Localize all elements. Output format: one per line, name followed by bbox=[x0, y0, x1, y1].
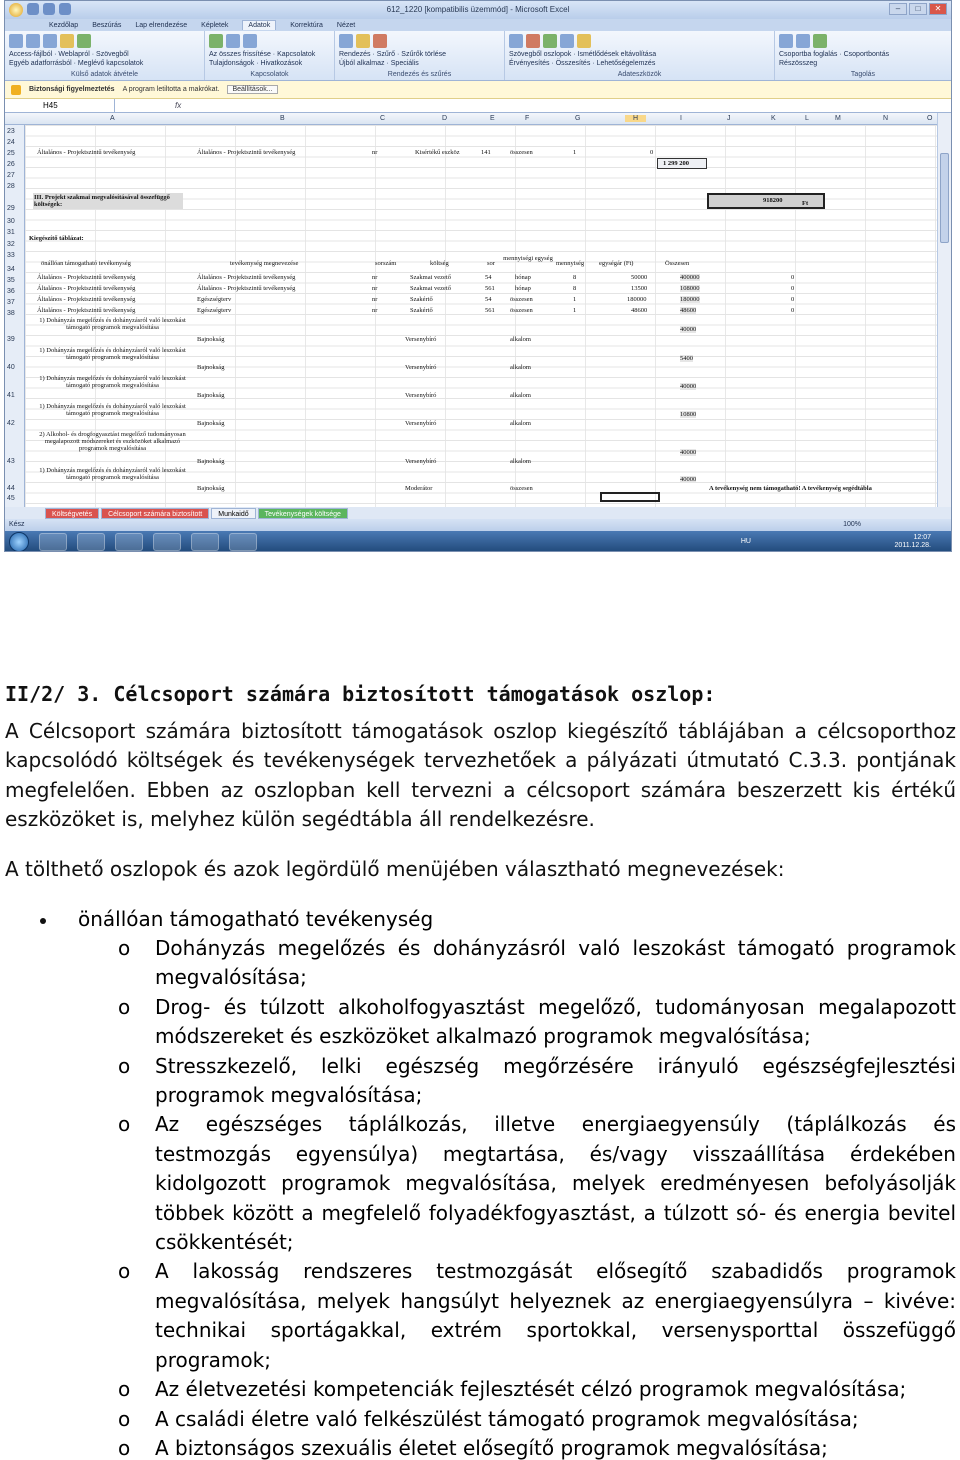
security-warning-title: Biztonsági figyelmeztetés bbox=[29, 86, 115, 93]
cell[interactable]: 40000 bbox=[680, 449, 697, 456]
row-header[interactable]: 42 bbox=[7, 420, 15, 427]
cell[interactable]: összesen bbox=[510, 296, 533, 303]
cell[interactable]: 0 bbox=[791, 307, 795, 314]
cell[interactable]: Kisértékű eszköz bbox=[415, 149, 460, 156]
cell[interactable]: Bajnokság bbox=[197, 458, 225, 465]
start-button-icon[interactable] bbox=[9, 532, 29, 552]
row-header[interactable]: 29 bbox=[7, 205, 15, 212]
sheet-tabs bbox=[5, 507, 951, 519]
row-header[interactable]: 45 bbox=[7, 495, 15, 502]
cell[interactable]: 180000 bbox=[680, 296, 700, 303]
filter-icon[interactable] bbox=[356, 34, 370, 48]
cell[interactable]: Általános - Projektszintű tevékenység bbox=[197, 285, 296, 292]
cell[interactable]: 0 bbox=[791, 274, 795, 281]
cell[interactable]: 180000 bbox=[627, 296, 647, 303]
list-item-text: Dohányzás megelőzés és dohányzásról való leszokást támogató programok megvalósítása; bbox=[155, 936, 956, 990]
cell[interactable]: 1 299 200 bbox=[663, 160, 689, 167]
ribbon-group-data-tools: Szövegből oszlopok · Ismétlődések eltávolítása Érvényesítés · Összesítés · Lehetőségelemzés Adateszközök bbox=[505, 31, 775, 80]
clock-date: 2011.12.28. bbox=[894, 542, 931, 549]
other-sources-icon[interactable] bbox=[60, 34, 74, 48]
cell[interactable]: Általános - Projektszintű tevékenység bbox=[37, 149, 136, 156]
row-header[interactable]: 44 bbox=[7, 485, 15, 492]
validation-icon[interactable] bbox=[543, 34, 557, 48]
cell[interactable]: Szakmai vezető bbox=[410, 285, 451, 292]
cell[interactable]: 1) Dohányzás megelőzés és dohányzásról való leszokást támogató programok megvalósítása bbox=[39, 375, 186, 389]
column-header[interactable]: D bbox=[442, 115, 448, 122]
cell[interactable]: Bajnokság bbox=[197, 336, 225, 343]
cell[interactable]: Versenybíró bbox=[405, 420, 437, 427]
status-text: Kész bbox=[9, 521, 25, 528]
folder-taskbar-icon[interactable] bbox=[115, 533, 143, 551]
ribbon-group-label: Kapcsolatok bbox=[250, 71, 289, 78]
cell[interactable]: 1) Dohányzás megelőzés és dohányzásról való leszokást támogató programok megvalósítása bbox=[39, 347, 186, 361]
language-indicator[interactable]: HU bbox=[740, 538, 751, 545]
table-header[interactable]: Összesen bbox=[665, 260, 690, 267]
list-item bbox=[0, 993, 956, 1052]
row-header[interactable]: 33 bbox=[7, 252, 15, 259]
list-marker: o bbox=[118, 1406, 131, 1431]
cell[interactable]: Kiegészítő táblázat: bbox=[29, 235, 84, 242]
vertical-scrollbar[interactable] bbox=[937, 113, 951, 507]
cell[interactable]: 400000 bbox=[680, 274, 700, 281]
selected-cell[interactable] bbox=[600, 492, 660, 502]
ribbon-group-label: Adateszközök bbox=[617, 71, 662, 78]
row-header[interactable]: 41 bbox=[7, 392, 15, 399]
ribbon-item[interactable]: Újból alkalmaz bbox=[339, 60, 385, 67]
security-warning-bar bbox=[5, 81, 951, 99]
cell[interactable]: Egészségterv bbox=[197, 296, 232, 303]
ribbon-item[interactable]: Összesítés bbox=[555, 60, 591, 67]
cell[interactable]: Általános - Projektszintű tevékenység bbox=[37, 285, 136, 292]
column-header[interactable]: G bbox=[575, 115, 581, 122]
cell[interactable]: nr bbox=[372, 307, 378, 314]
list-item bbox=[0, 1434, 956, 1460]
ribbon-item[interactable]: Weblapról bbox=[58, 51, 90, 58]
cell[interactable]: 13500 bbox=[631, 285, 648, 292]
ribbon-item[interactable]: Részösszeg bbox=[779, 60, 818, 67]
row-header[interactable]: 34 bbox=[7, 266, 15, 273]
ribbon-item[interactable]: Kapcsolatok bbox=[277, 51, 316, 58]
list-item bbox=[0, 1375, 956, 1404]
list-item-text: Drog- és túlzott alkoholfogyasztást megelőző, tudományosan megalapozott módszereket és eszközöket alkalmazó programok megvalósítása; bbox=[155, 994, 956, 1049]
tab-adatok[interactable]: Adatok bbox=[242, 20, 276, 30]
cell[interactable]: 1 bbox=[573, 149, 577, 156]
ribbon-item[interactable]: Access-fájlból bbox=[9, 51, 53, 58]
formula-bar bbox=[5, 99, 951, 113]
sheet-tab[interactable]: Tevékenységek költsége bbox=[258, 508, 348, 519]
row-header[interactable]: 43 bbox=[7, 458, 15, 465]
cell[interactable]: Általános - Projektszintű tevékenység bbox=[197, 274, 296, 281]
cell[interactable]: Versenybíró bbox=[405, 336, 437, 343]
clock-time: 12:07 bbox=[913, 534, 931, 541]
cell[interactable]: 1) Dohányzás megelőzés és dohányzásról való leszokást támogató programok megvalósítása bbox=[39, 317, 186, 331]
name-box[interactable]: H45 bbox=[5, 99, 115, 112]
tab-lap-elrendezese[interactable]: Lap elrendezése bbox=[135, 21, 188, 29]
cell[interactable]: 10800 bbox=[680, 411, 697, 418]
cell[interactable]: alkalom bbox=[510, 336, 531, 343]
cell[interactable]: 0 bbox=[650, 149, 654, 156]
column-header[interactable]: L bbox=[805, 115, 809, 122]
cell[interactable]: nr bbox=[372, 274, 378, 281]
cell[interactable]: Versenybíró bbox=[405, 392, 437, 399]
table-header[interactable]: költség bbox=[430, 260, 449, 267]
table-header[interactable]: mennyiség bbox=[556, 260, 585, 267]
bullet-text: önállóan támogatható tevékenység bbox=[78, 907, 434, 931]
cell[interactable]: alkalom bbox=[510, 458, 531, 465]
row-header[interactable]: 39 bbox=[7, 336, 15, 343]
ribbon-item[interactable]: Meglévő kapcsolatok bbox=[77, 60, 144, 67]
sheet-tab[interactable]: Költségvetés bbox=[45, 508, 99, 519]
subtotal-icon[interactable] bbox=[813, 34, 827, 48]
connections-icon[interactable] bbox=[226, 34, 240, 48]
cell[interactable]: Egészségterv bbox=[197, 307, 232, 314]
row-header[interactable]: 30 bbox=[7, 218, 15, 225]
excel-taskbar-icon[interactable] bbox=[191, 533, 219, 551]
column-header[interactable]: H bbox=[625, 115, 646, 122]
what-if-icon[interactable] bbox=[577, 34, 591, 48]
cell[interactable]: Általános - Projektszintű tevékenység bbox=[197, 149, 296, 156]
cell[interactable]: Szakértő bbox=[410, 307, 433, 314]
cell[interactable]: 48600 bbox=[631, 307, 648, 314]
cell[interactable]: 1 bbox=[573, 296, 577, 303]
ribbon-item[interactable]: Csoportba foglalás bbox=[779, 51, 838, 58]
cell[interactable]: 48600 bbox=[680, 307, 697, 314]
group-icon[interactable] bbox=[779, 34, 793, 48]
cell[interactable]: Versenybíró bbox=[405, 458, 437, 465]
column-header[interactable]: B bbox=[280, 115, 285, 122]
fx-icon[interactable]: fx bbox=[175, 101, 182, 110]
web-icon[interactable] bbox=[26, 34, 40, 48]
cell[interactable]: 8 bbox=[573, 274, 577, 281]
cell[interactable]: 50000 bbox=[631, 274, 648, 281]
cell[interactable]: 141 bbox=[481, 149, 491, 156]
list-marker: o bbox=[118, 1053, 131, 1078]
options-paragraph: A tölthető oszlopok és azok legördülő menüjében választható megnevezések: bbox=[5, 857, 785, 881]
list-item-text: Az egészséges táplálkozás, illetve energiaegyensúly (táplálkozás és testmozgás egyensúlya) megtartása, és/vagy visszaállítása érdekében kidolgozott programok megvalósítása, melyek eredményesen befolyásolják többek között a megfelelő folyadékfogyasztást, a túlzott só- és energia bevitel csökkentését; bbox=[155, 1112, 956, 1255]
cell[interactable]: 1 bbox=[573, 307, 577, 314]
cell[interactable]: Szakértő bbox=[410, 296, 433, 303]
row-headers bbox=[5, 125, 25, 507]
cell[interactable]: Bajnokság bbox=[197, 364, 225, 371]
ribbon-item[interactable]: Speciális bbox=[390, 60, 419, 67]
cell[interactable]: 1) Dohányzás megelőzés és dohányzásról való leszokást támogató programok megvalósítása bbox=[39, 403, 186, 417]
list-marker: o bbox=[118, 1377, 131, 1402]
cell[interactable]: összesen bbox=[510, 149, 533, 156]
cell[interactable]: 8 bbox=[573, 285, 577, 292]
cell[interactable]: összesen bbox=[510, 485, 533, 492]
cell[interactable]: 0 bbox=[791, 285, 795, 292]
cell[interactable]: 0 bbox=[791, 296, 795, 303]
list-item-text: Az életvezetési kompetenciák fejlesztését célzó programok megvalósítása; bbox=[155, 1377, 907, 1402]
cell[interactable]: 561 bbox=[485, 285, 495, 292]
ribbon-item[interactable]: Érvényesítés bbox=[509, 60, 550, 67]
table-header[interactable]: egységár (Ft) bbox=[599, 260, 634, 267]
tab-beszuras[interactable]: Beszúrás bbox=[92, 21, 122, 29]
spreadsheet-grid[interactable] bbox=[25, 125, 939, 507]
ribbon-group-external-data: Access-fájlból · Weblapról · Szövegből Egyéb adatforrásból · Meglévő kapcsolatok Külső adatok átvétele bbox=[5, 31, 205, 80]
sheet-tab[interactable]: Célcsoport számára biztosított bbox=[101, 508, 209, 519]
cell[interactable]: 40000 bbox=[680, 476, 697, 483]
table-header[interactable]: sorszám bbox=[375, 260, 397, 267]
close-icon[interactable]: ✕ bbox=[929, 3, 947, 15]
row-header[interactable]: 24 bbox=[7, 139, 15, 146]
row-header[interactable]: 23 bbox=[7, 128, 15, 135]
cell[interactable]: Általános - Projektszintű tevékenység bbox=[37, 296, 136, 303]
cell[interactable]: 5400 bbox=[680, 355, 693, 362]
list-marker: o bbox=[118, 936, 131, 960]
row-header[interactable]: 36 bbox=[7, 288, 15, 295]
cell[interactable]: alkalom bbox=[510, 364, 531, 371]
column-header[interactable]: M bbox=[835, 115, 841, 122]
cell[interactable]: hónap bbox=[515, 285, 531, 292]
cell[interactable]: 40000 bbox=[680, 326, 697, 333]
ie-taskbar-icon[interactable] bbox=[77, 533, 105, 551]
ribbon-item[interactable]: Rendezés bbox=[339, 51, 371, 58]
section-heading: II/2/ 3. Célcsoport számára biztosított támogatások oszlop: bbox=[5, 682, 716, 706]
cell[interactable]: 2) Alkohol- és drogfogyasztást megelőző tudományosan megalapozott módszereket és eszközöket alkalmazó programok megvalósítása bbox=[39, 431, 186, 452]
ribbon-group-connections: Az összes frissítése · Kapcsolatok Tulajdonságok · Hivatkozások Kapcsolatok bbox=[205, 31, 335, 80]
row-header[interactable]: 35 bbox=[7, 277, 15, 284]
list-item bbox=[0, 1110, 956, 1257]
ribbon-item[interactable]: Hivatkozások bbox=[260, 60, 303, 67]
ribbon-group-label: Külső adatok átvétele bbox=[71, 71, 138, 78]
scroll-thumb[interactable] bbox=[940, 153, 949, 243]
sort-icon[interactable] bbox=[339, 34, 353, 48]
ribbon-group-label: Rendezés és szűrés bbox=[387, 71, 452, 78]
row-header[interactable]: 26 bbox=[7, 161, 15, 168]
cell[interactable]: Bajnokság bbox=[197, 392, 225, 399]
cell[interactable]: 918200 bbox=[763, 197, 783, 204]
windows-taskbar bbox=[5, 531, 951, 552]
cell[interactable]: Szakmai vezető bbox=[410, 274, 451, 281]
column-header[interactable]: C bbox=[380, 115, 386, 122]
column-header[interactable]: J bbox=[727, 115, 731, 122]
cell[interactable]: összesen bbox=[510, 307, 533, 314]
zoom-level[interactable]: 100% bbox=[843, 521, 861, 528]
table-header[interactable]: sor bbox=[487, 260, 495, 267]
column-header[interactable]: F bbox=[525, 115, 530, 122]
cell[interactable]: alkalom bbox=[510, 392, 531, 399]
cell[interactable]: nr bbox=[372, 149, 378, 156]
list-item bbox=[0, 1257, 956, 1375]
column-header[interactable]: K bbox=[771, 115, 776, 122]
list-marker: o bbox=[118, 994, 131, 1019]
excel-title-bar bbox=[5, 1, 951, 19]
list-item-text: A lakosság rendszeres testmozgását elősegítő szabadidős programok megvalósítása, melyek hangsúlyt helyeznek az energiaegyensúlyra – kivéve: technikai sportágakkal, extrém sportokkal, versenysporttal összefüggő programok; bbox=[155, 1259, 956, 1372]
column-header[interactable]: I bbox=[680, 115, 682, 122]
cell[interactable]: Általános - Projektszintű tevékenység bbox=[37, 274, 136, 281]
row-header[interactable]: 40 bbox=[7, 364, 15, 371]
column-headers bbox=[5, 113, 951, 125]
table-header[interactable]: mennyiségi egység bbox=[503, 255, 553, 262]
access-icon[interactable] bbox=[9, 34, 23, 48]
tab-nezet[interactable]: Nézet bbox=[336, 21, 356, 29]
tab-korrektura[interactable]: Korrektúra bbox=[290, 21, 323, 29]
row-header[interactable]: 25 bbox=[7, 150, 15, 157]
warning-icon bbox=[11, 85, 21, 95]
ribbon-item[interactable]: Szűrő bbox=[376, 51, 396, 58]
ribbon-group-outline: Csoportba foglalás · Csoportbontás Részösszeg Tagolás bbox=[775, 31, 951, 80]
row-header[interactable]: 38 bbox=[7, 310, 15, 317]
cell[interactable]: Moderátor bbox=[405, 485, 433, 492]
activity-list bbox=[0, 934, 956, 1460]
list-item-text: A biztonságos szexuális életet elősegítő programok megvalósítása; bbox=[155, 1435, 828, 1460]
ribbon-item[interactable]: Szövegből oszlopok bbox=[509, 51, 572, 58]
ribbon-tabs bbox=[5, 19, 951, 31]
tab-kezdolap[interactable]: Kezdőlap bbox=[49, 21, 79, 29]
word-taskbar-icon[interactable] bbox=[153, 533, 181, 551]
cell[interactable]: alkalom bbox=[510, 420, 531, 427]
column-header[interactable]: O bbox=[927, 115, 933, 122]
ribbon-group-sort-filter: Rendezés · Szűrő · Szűrők törlése Újból alkalmaz · Speciális Rendezés és szűrés bbox=[335, 31, 505, 80]
ribbon-item[interactable]: Tulajdonságok bbox=[209, 60, 255, 67]
row-header[interactable]: 37 bbox=[7, 299, 15, 306]
row-header[interactable]: 31 bbox=[7, 229, 15, 236]
cell[interactable]: 1) Dohányzás megelőzés és dohányzásról való leszokást támogató programok megvalósítása bbox=[39, 467, 186, 481]
explorer-taskbar-icon[interactable] bbox=[39, 533, 67, 551]
ribbon bbox=[5, 31, 951, 81]
cell[interactable]: 561 bbox=[485, 307, 495, 314]
cell[interactable]: Versenybíró bbox=[405, 364, 437, 371]
window-controls bbox=[889, 3, 947, 15]
ribbon-item[interactable]: Egyéb adatforrásból bbox=[9, 60, 72, 67]
existing-connections-icon[interactable] bbox=[77, 34, 91, 48]
remove-duplicates-icon[interactable] bbox=[526, 34, 540, 48]
column-header[interactable]: A bbox=[110, 115, 115, 122]
window-title: 612_1220 [kompatibilis üzemmód] - Microsoft Excel bbox=[386, 5, 570, 14]
ribbon-item[interactable]: Az összes frissítése bbox=[209, 51, 271, 58]
ribbon-item[interactable]: Csoportbontás bbox=[843, 51, 890, 58]
cell[interactable]: nr bbox=[372, 285, 378, 292]
list-marker: o bbox=[118, 1435, 131, 1460]
column-header[interactable]: N bbox=[883, 115, 889, 122]
security-warning-message: A program letiltotta a makrókat. bbox=[122, 86, 220, 93]
list-item-text: Stresszkezelő, lelki egészség megőrzésére irányuló egészségfejlesztési programok megvalósítása; bbox=[155, 1053, 956, 1108]
clear-filter-icon[interactable] bbox=[373, 34, 387, 48]
table-header[interactable]: önállóan támogatható tevékenység bbox=[41, 260, 131, 267]
list-marker: o bbox=[118, 1259, 131, 1284]
cell[interactable]: 108000 bbox=[680, 285, 700, 292]
options-button[interactable]: Beállítások... bbox=[227, 85, 277, 94]
text-import-icon[interactable] bbox=[43, 34, 57, 48]
ribbon-item[interactable]: Szűrők törlése bbox=[401, 51, 447, 58]
cell[interactable]: Bajnokság bbox=[197, 485, 225, 492]
consolidate-icon[interactable] bbox=[560, 34, 574, 48]
cell[interactable]: Bajnokság bbox=[197, 420, 225, 427]
list-item-text: A családi életre való felkészülést támogató programok megvalósítása; bbox=[155, 1406, 859, 1431]
cell[interactable]: 54 bbox=[485, 296, 492, 303]
cell[interactable]: Általános - Projektszintű tevékenység bbox=[37, 307, 136, 314]
list-item bbox=[0, 1052, 956, 1111]
row-header[interactable]: 27 bbox=[7, 172, 15, 179]
maximize-icon[interactable]: □ bbox=[909, 3, 927, 15]
warning-note[interactable]: A tevékenység nem támogatható! A tevékenység segédtábla bbox=[709, 485, 872, 492]
list-item bbox=[0, 934, 956, 993]
tab-kepletek[interactable]: Képletek bbox=[201, 21, 229, 29]
paint-taskbar-icon[interactable] bbox=[229, 533, 257, 551]
excel-screenshot bbox=[4, 0, 952, 552]
ribbon-item[interactable]: Ismétlődések eltávolítása bbox=[577, 51, 657, 58]
refresh-all-icon[interactable] bbox=[209, 34, 223, 48]
text-to-columns-icon[interactable] bbox=[509, 34, 523, 48]
cell[interactable]: III. Projekt szakmai megvalósításával összefüggő költségek: bbox=[33, 193, 183, 209]
bullet-dot-icon bbox=[40, 918, 46, 924]
properties-icon[interactable] bbox=[243, 34, 257, 48]
ribbon-group-label: Tagolás bbox=[850, 71, 876, 78]
ungroup-icon[interactable] bbox=[796, 34, 810, 48]
status-bar bbox=[5, 519, 951, 531]
column-header[interactable]: E bbox=[490, 115, 495, 122]
intro-paragraph: A Célcsoport számára biztosított támogatások oszlop kiegészítő táblájában a célcsoporthoz kapcsolódó költségek és tevékenységek tervezhetőek a pályázati útmutató C.3.3. pontjának megfelelően. Ebben az oszlopban kell tervezni a célcsoport számára beszerzett kis értékű eszközöket is, melyhez külön segédtábla áll rendelkezésre. bbox=[5, 719, 956, 832]
system-clock[interactable] bbox=[895, 534, 931, 550]
cell[interactable]: 54 bbox=[485, 274, 492, 281]
cell[interactable]: hónap bbox=[515, 274, 531, 281]
cell[interactable]: 40000 bbox=[680, 383, 697, 390]
list-marker: o bbox=[118, 1112, 131, 1137]
minimize-icon[interactable]: – bbox=[889, 3, 907, 15]
list-item bbox=[0, 1405, 956, 1434]
cell[interactable]: nr bbox=[372, 296, 378, 303]
cell[interactable]: Ft bbox=[802, 200, 809, 207]
table-header[interactable]: tevékenység megnevezése bbox=[230, 260, 299, 267]
row-header[interactable]: 32 bbox=[7, 241, 15, 248]
row-header[interactable]: 28 bbox=[7, 183, 15, 190]
sheet-tab[interactable]: Munkaidő bbox=[211, 508, 255, 519]
ribbon-item[interactable]: Szövegből bbox=[96, 51, 129, 58]
ribbon-item[interactable]: Lehetőségelemzés bbox=[596, 60, 656, 67]
